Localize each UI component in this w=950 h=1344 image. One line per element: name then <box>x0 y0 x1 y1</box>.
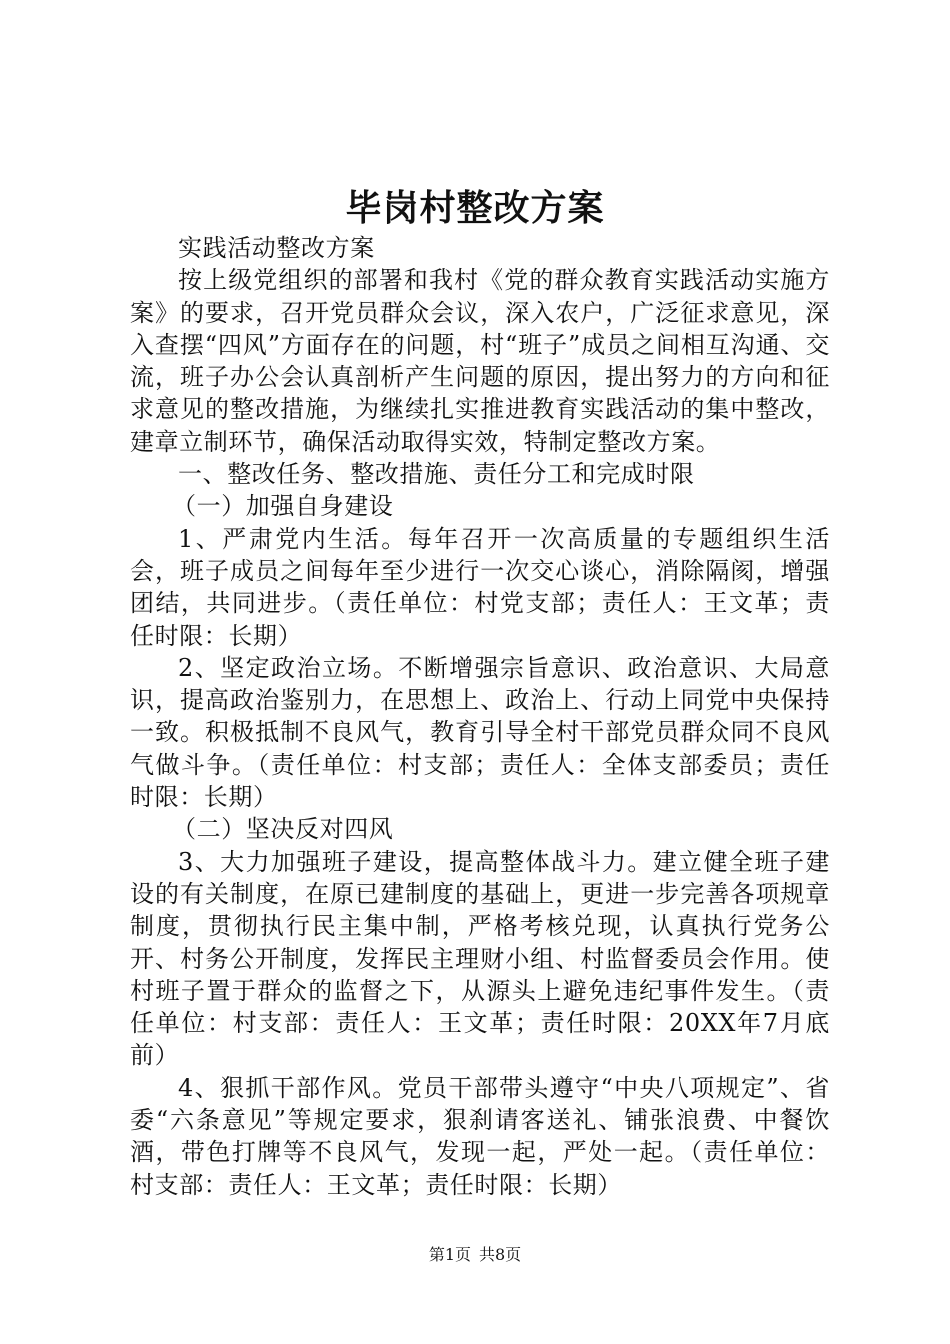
paragraph-item-4: 4、狠抓干部作风。党员干部带头遵守“中央八项规定”、省委“六条意见”等规定要求，狠刹请客送礼、铺张浪费、中餐饮酒，带色打牌等不良风气，发现一起，严处一起。（责任单位：村支部：责任人：王文革；责任时限：长期） <box>130 1073 830 1199</box>
subsection-heading-1: （一）加强自身建设 <box>172 492 394 521</box>
paragraph-subtitle: 实践活动整改方案 <box>178 234 375 262</box>
page-footer <box>0 1245 950 1265</box>
page-number: 第1页 <box>428 1245 471 1264</box>
subsection-heading-2: （二）坚决反对四风 <box>172 815 394 844</box>
page-total: 共8页 <box>479 1245 522 1264</box>
paragraph-item-2: 2、坚定政治立场。不断增强宗旨意识、政治意识、大局意识，提高政治鉴别力，在思想上、政治上、行动上同党中央保持一致。积极抵制不良风气，教育引导全村干部党员群众同不良风气做斗争。（责任单位：村支部；责任人：全体支部委员；责任时限：长期） <box>130 653 830 812</box>
document-title: 毕岗村整改方案 <box>345 187 605 229</box>
paragraph-item-3: 3、大力加强班子建设，提高整体战斗力。建立健全班子建设的有关制度，在原已建制度的基础上，更进一步完善各项规章制度，贯彻执行民主集中制，严格考核兑现，认真执行党务公开、村务公开制度，发挥民主理财小组、村监督委员会作用。使村班子置于群众的监督之下，从源头上避免违纪事件发生。（责任单位：村支部：责任人：王文革；责任时限：20XX年7月底前） <box>130 847 830 1070</box>
section-heading-1: 一、整改任务、整改措施、责任分工和完成时限 <box>178 460 695 489</box>
document-body <box>130 232 830 1201</box>
paragraph-intro: 按上级党组织的部署和我村《党的群众教育实践活动实施方案》的要求，召开党员群众会议，深入农户，广泛征求意见，深入查摆“四风”方面存在的问题，村“班子”成员之间相互沟通、交流，班子办公会认真剖析产生问题的原因，提出努力的方向和征求意见的整改措施，为继续扎实推进教育实践活动的集中整改，建章立制环节，确保活动取得实效，特制定整改方案。 <box>130 266 830 456</box>
paragraph-item-1: 1、严肃党内生活。每年召开一次高质量的专题组织生活会，班子成员之间每年至少进行一次交心谈心，消除隔阂，增强团结，共同进步。（责任单位：村党支部；责任人：王文革；责任时限：长期） <box>130 524 830 650</box>
